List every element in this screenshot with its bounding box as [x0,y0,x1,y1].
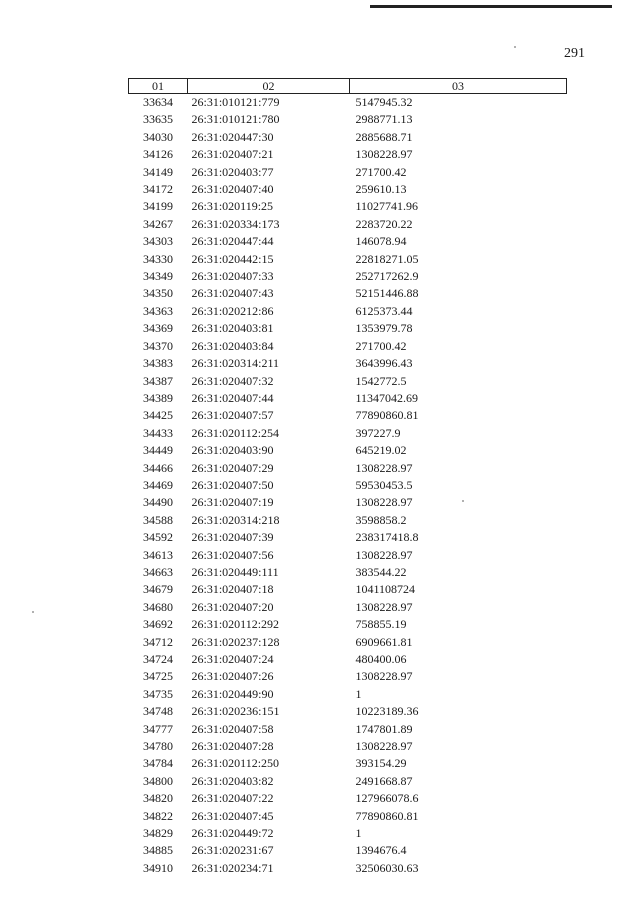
table-row [129,198,567,215]
value-cell: 393154.29 [355,756,407,771]
cadastral-number-cell: 26:31:020442:15 [191,251,274,266]
column-header-01: 01 [129,79,188,94]
table-row [129,703,567,720]
table-row [129,616,567,633]
table-row [129,721,567,738]
row-id-cell: 34679 [143,582,173,597]
value-cell: 1 [355,826,362,841]
cadastral-number-cell: 26:31:020314:211 [191,356,280,371]
value-cell: 758855.19 [355,617,407,632]
table-row [129,599,567,616]
row-id-cell: 34820 [143,791,173,806]
value-cell: 271700.42 [355,338,407,353]
cadastral-number-cell: 26:31:020403:77 [191,164,274,179]
row-id-cell: 34172 [143,182,173,197]
table-row [129,233,567,250]
value-cell: 1308228.97 [355,495,413,510]
row-id-cell: 34389 [143,390,173,405]
row-id-cell: 34469 [143,477,173,492]
table-row [129,686,567,703]
row-id-cell: 34910 [143,860,173,875]
value-cell: 397227.9 [355,425,401,440]
table-row [129,860,567,877]
table-row [129,842,567,859]
table-row [129,285,567,302]
table-row [129,303,567,320]
value-cell: 1542772.5 [355,373,407,388]
table-row [129,668,567,685]
table-row [129,94,567,112]
value-cell: 127966078.6 [355,791,419,806]
table-row [129,390,567,407]
cadastral-number-cell: 26:31:020447:44 [191,234,274,249]
row-id-cell: 34588 [143,512,173,527]
value-cell: 383544.22 [355,564,407,579]
cadastral-number-cell: 26:31:020407:22 [191,791,274,806]
table-row [129,338,567,355]
header-row [129,79,567,94]
table-row [129,268,567,285]
row-id-cell: 34490 [143,495,173,510]
table-row [129,564,567,581]
row-id-cell: 34777 [143,721,173,736]
row-id-cell: 34383 [143,356,173,371]
value-cell: 77890860.81 [355,808,419,823]
row-id-cell: 34267 [143,216,173,231]
cadastral-number-cell: 26:31:020449:111 [191,564,279,579]
scan-speck [514,46,516,48]
value-cell: 77890860.81 [355,408,419,423]
table-row [129,216,567,233]
row-id-cell: 34735 [143,686,173,701]
table-row [129,164,567,181]
row-id-cell: 34126 [143,147,173,162]
cadastral-number-cell: 26:31:020447:30 [191,129,274,144]
cadastral-number-cell: 26:31:020407:32 [191,373,274,388]
table-row [129,407,567,424]
column-header-02: 02 [188,79,350,94]
value-cell: 645219.02 [355,443,407,458]
table-row [129,129,567,146]
cadastral-number-cell: 26:31:020403:82 [191,773,274,788]
row-id-cell: 34369 [143,321,173,336]
value-cell: 1 [355,686,362,701]
value-cell: 59530453.5 [355,477,413,492]
row-id-cell: 34800 [143,773,173,788]
row-id-cell: 34784 [143,756,173,771]
cadastral-number-cell: 26:31:020407:29 [191,460,274,475]
cadastral-number-cell: 26:31:020407:19 [191,495,274,510]
row-id-cell: 34724 [143,652,173,666]
row-id-cell: 34712 [143,634,173,649]
value-cell: 52151446.88 [355,286,419,301]
table-row [129,425,567,442]
row-id-cell: 34425 [143,408,173,423]
value-cell: 11347042.69 [355,390,419,405]
cadastral-number-cell: 26:31:020407:26 [191,669,274,684]
table-body [129,94,567,878]
value-cell: 6909661.81 [355,634,413,649]
cadastral-number-cell: 26:31:020212:86 [191,303,274,318]
table-row [129,529,567,546]
value-cell: 2988771.13 [355,112,413,127]
row-id-cell: 34780 [143,739,173,754]
row-id-cell: 34466 [143,460,173,475]
table-row [129,146,567,163]
cadastral-number-cell: 26:31:010121:780 [191,112,280,127]
table-row [129,442,567,459]
cadastral-number-cell: 26:31:020407:58 [191,721,274,736]
table-row [129,355,567,372]
page-number: 291 [564,46,585,61]
cadastral-number-cell: 26:31:020407:33 [191,269,274,284]
table-row [129,494,567,511]
row-id-cell: 34330 [143,251,173,266]
cadastral-number-cell: 26:31:020407:20 [191,599,274,614]
row-id-cell: 34149 [143,164,173,179]
value-cell: 146078.94 [355,234,407,249]
cadastral-number-cell: 26:31:020119:25 [191,199,274,214]
cadastral-number-cell: 26:31:020407:56 [191,547,274,562]
cadastral-number-cell: 26:31:020314:218 [191,512,280,527]
row-id-cell: 34370 [143,338,173,353]
cadastral-number-cell: 26:31:020334:173 [191,216,280,231]
row-id-cell: 34748 [143,704,173,719]
header-rule [370,5,612,8]
row-id-cell: 34592 [143,530,173,545]
cadastral-number-cell: 26:31:020407:57 [191,408,274,423]
table-row [129,738,567,755]
table-row [129,373,567,390]
table-row [129,755,567,772]
cadastral-number-cell: 26:31:020407:18 [191,582,274,597]
table-header [129,79,567,94]
table-row [129,634,567,651]
value-cell: 5147945.32 [355,95,413,109]
cadastral-number-cell: 26:31:020407:43 [191,286,274,301]
table-row [129,477,567,494]
value-cell: 22818271.05 [355,251,419,266]
row-id-cell: 34613 [143,547,173,562]
value-cell: 271700.42 [355,164,407,179]
table-row [129,773,567,790]
value-cell: 252717262.9 [355,269,419,284]
cadastral-number-cell: 26:31:020407:45 [191,808,274,823]
value-cell: 1308228.97 [355,460,413,475]
cadastral-number-cell: 26:31:020112:254 [191,425,280,440]
cadastral-number-cell: 26:31:020407:44 [191,390,274,405]
table-row [129,111,567,128]
value-cell: 11027741.96 [355,199,419,214]
value-cell: 259610.13 [355,182,407,197]
value-cell: 480400.06 [355,652,407,666]
cadastral-number-cell: 26:31:020449:72 [191,826,274,841]
row-id-cell: 34199 [143,199,173,214]
value-cell: 1308228.97 [355,599,413,614]
cadastral-number-cell: 26:31:020407:40 [191,182,274,197]
table-row [129,512,567,529]
row-id-cell: 34829 [143,826,173,841]
table-row [129,808,567,825]
cadastral-number-cell: 26:31:020407:28 [191,739,274,754]
value-cell: 32506030.63 [355,860,419,875]
row-id-cell: 34363 [143,303,173,318]
column-header-03: 03 [350,79,567,94]
value-cell: 10223189.36 [355,704,419,719]
table-row [129,790,567,807]
cadastral-number-cell: 26:31:020112:250 [191,756,280,771]
value-cell: 6125373.44 [355,303,413,318]
cadastral-number-cell: 26:31:020403:84 [191,338,274,353]
table-row [129,825,567,842]
row-id-cell: 34387 [143,373,173,388]
cadastral-number-cell: 26:31:020403:81 [191,321,274,336]
cadastral-number-cell: 26:31:020237:128 [191,634,280,649]
row-id-cell: 34692 [143,617,173,632]
row-id-cell: 34030 [143,129,173,144]
cadastral-number-cell: 26:31:020236:151 [191,704,280,719]
row-id-cell: 33635 [143,112,173,127]
table-row [129,251,567,268]
row-id-cell: 34349 [143,269,173,284]
scan-speck [32,611,34,613]
cadastral-number-cell: 26:31:020231:67 [191,843,274,858]
table-row [129,181,567,198]
cadastral-number-cell: 26:31:020403:90 [191,443,274,458]
row-id-cell: 34680 [143,599,173,614]
table-row [129,460,567,477]
value-cell: 2885688.71 [355,129,413,144]
value-cell: 1308228.97 [355,669,413,684]
value-cell: 3643996.43 [355,356,413,371]
cadastral-number-cell: 26:31:020407:50 [191,477,274,492]
row-id-cell: 34822 [143,808,173,823]
cadastral-number-cell: 26:31:020407:21 [191,147,274,162]
value-cell: 1353979.78 [355,321,413,336]
cadastral-number-cell: 26:31:020112:292 [191,617,280,632]
row-id-cell: 33634 [143,95,173,109]
value-cell: 3598858.2 [355,512,407,527]
row-id-cell: 34663 [143,564,173,579]
value-cell: 1308228.97 [355,147,413,162]
row-id-cell: 34725 [143,669,173,684]
value-cell: 2283720.22 [355,216,413,231]
cadastral-number-cell: 26:31:020407:24 [191,652,274,666]
row-id-cell: 34433 [143,425,173,440]
table-row [129,581,567,598]
row-id-cell: 34350 [143,286,173,301]
value-cell: 1308228.97 [355,547,413,562]
cadastral-number-cell: 26:31:020449:90 [191,686,274,701]
data-table [128,78,567,877]
table-row [129,547,567,564]
value-cell: 1747801.89 [355,721,413,736]
row-id-cell: 34885 [143,843,173,858]
table-row [129,651,567,668]
table-row [129,320,567,337]
value-cell: 238317418.8 [355,530,419,545]
value-cell: 1394676.4 [355,843,407,858]
value-cell: 2491668.87 [355,773,413,788]
cadastral-number-cell: 26:31:020234:71 [191,860,274,875]
cadastral-number-cell: 26:31:010121:779 [191,95,280,109]
row-id-cell: 34303 [143,234,173,249]
row-id-cell: 34449 [143,443,173,458]
value-cell: 1308228.97 [355,739,413,754]
cadastral-number-cell: 26:31:020407:39 [191,530,274,545]
value-cell: 1041108724 [355,582,416,597]
